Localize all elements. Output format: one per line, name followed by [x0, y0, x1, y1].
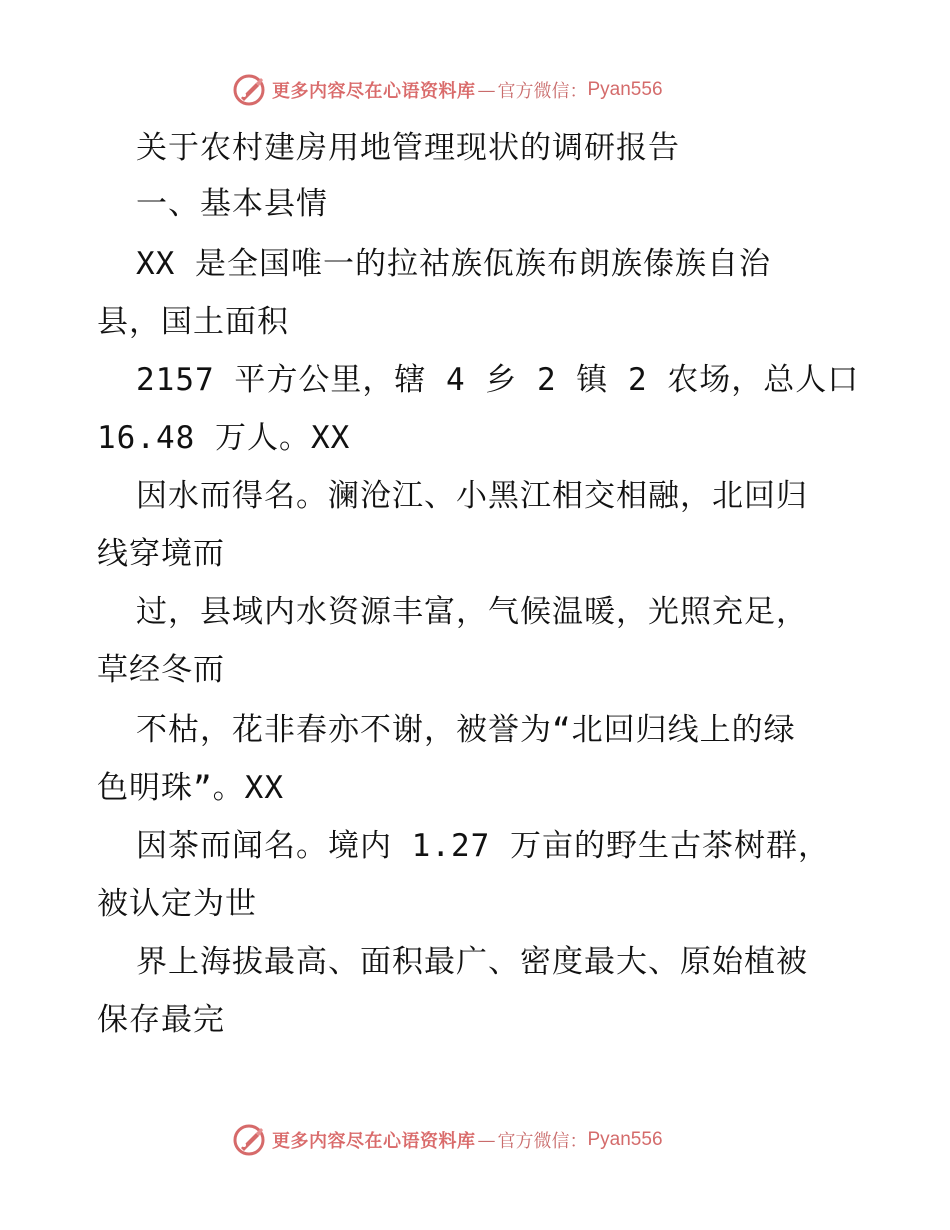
- banner-separator: —: [477, 79, 496, 101]
- text-line: 界上海拔最高、面积最广、密度最大、原始植被: [136, 944, 808, 980]
- text-line: 不枯，花非春亦不谢，被誉为“北回归线上的绿: [136, 712, 796, 748]
- banner-main-text: 更多内容尽在心语资料库: [272, 1131, 476, 1152]
- footer-banner: [232, 1120, 663, 1160]
- text-line: XX 是全国唯一的拉祜族佤族布朗族傣族自治: [136, 246, 771, 282]
- text-line: 色明珠”。XX: [97, 770, 284, 806]
- text-line: 过，县域内水资源丰富，气候温暖，光照充足，: [136, 594, 808, 630]
- text-line: 县，国土面积: [97, 304, 289, 340]
- text-line: 因茶而闻名。境内 1.27 万亩的野生古茶树群，: [136, 828, 830, 864]
- banner-id-text: Pyan556: [587, 79, 663, 100]
- quill-logo-icon: [232, 1123, 266, 1157]
- banner-separator: —: [477, 1129, 496, 1151]
- header-banner: [232, 70, 663, 110]
- text-line: 16.48 万人。XX: [97, 420, 351, 456]
- text-line: 线穿境而: [97, 536, 225, 572]
- text-line: 2157 平方公里，辖 4 乡 2 镇 2 农场，总人口: [136, 362, 860, 398]
- text-line: 保存最完: [97, 1002, 225, 1038]
- banner-id-text: Pyan556: [587, 1129, 663, 1150]
- text-line: 因水而得名。澜沧江、小黑江相交相融，北回归: [136, 478, 808, 514]
- banner-label-text: 官方微信：: [497, 1131, 588, 1152]
- text-line: 被认定为世: [97, 886, 257, 922]
- document-title: 关于农村建房用地管理现状的调研报告: [136, 130, 680, 166]
- quill-logo-icon: [232, 73, 266, 107]
- banner-main-text: 更多内容尽在心语资料库: [272, 81, 476, 102]
- section-heading: 一、基本县情: [136, 186, 328, 222]
- banner-label-text: 官方微信：: [497, 81, 588, 102]
- text-line: 草经冬而: [97, 652, 225, 688]
